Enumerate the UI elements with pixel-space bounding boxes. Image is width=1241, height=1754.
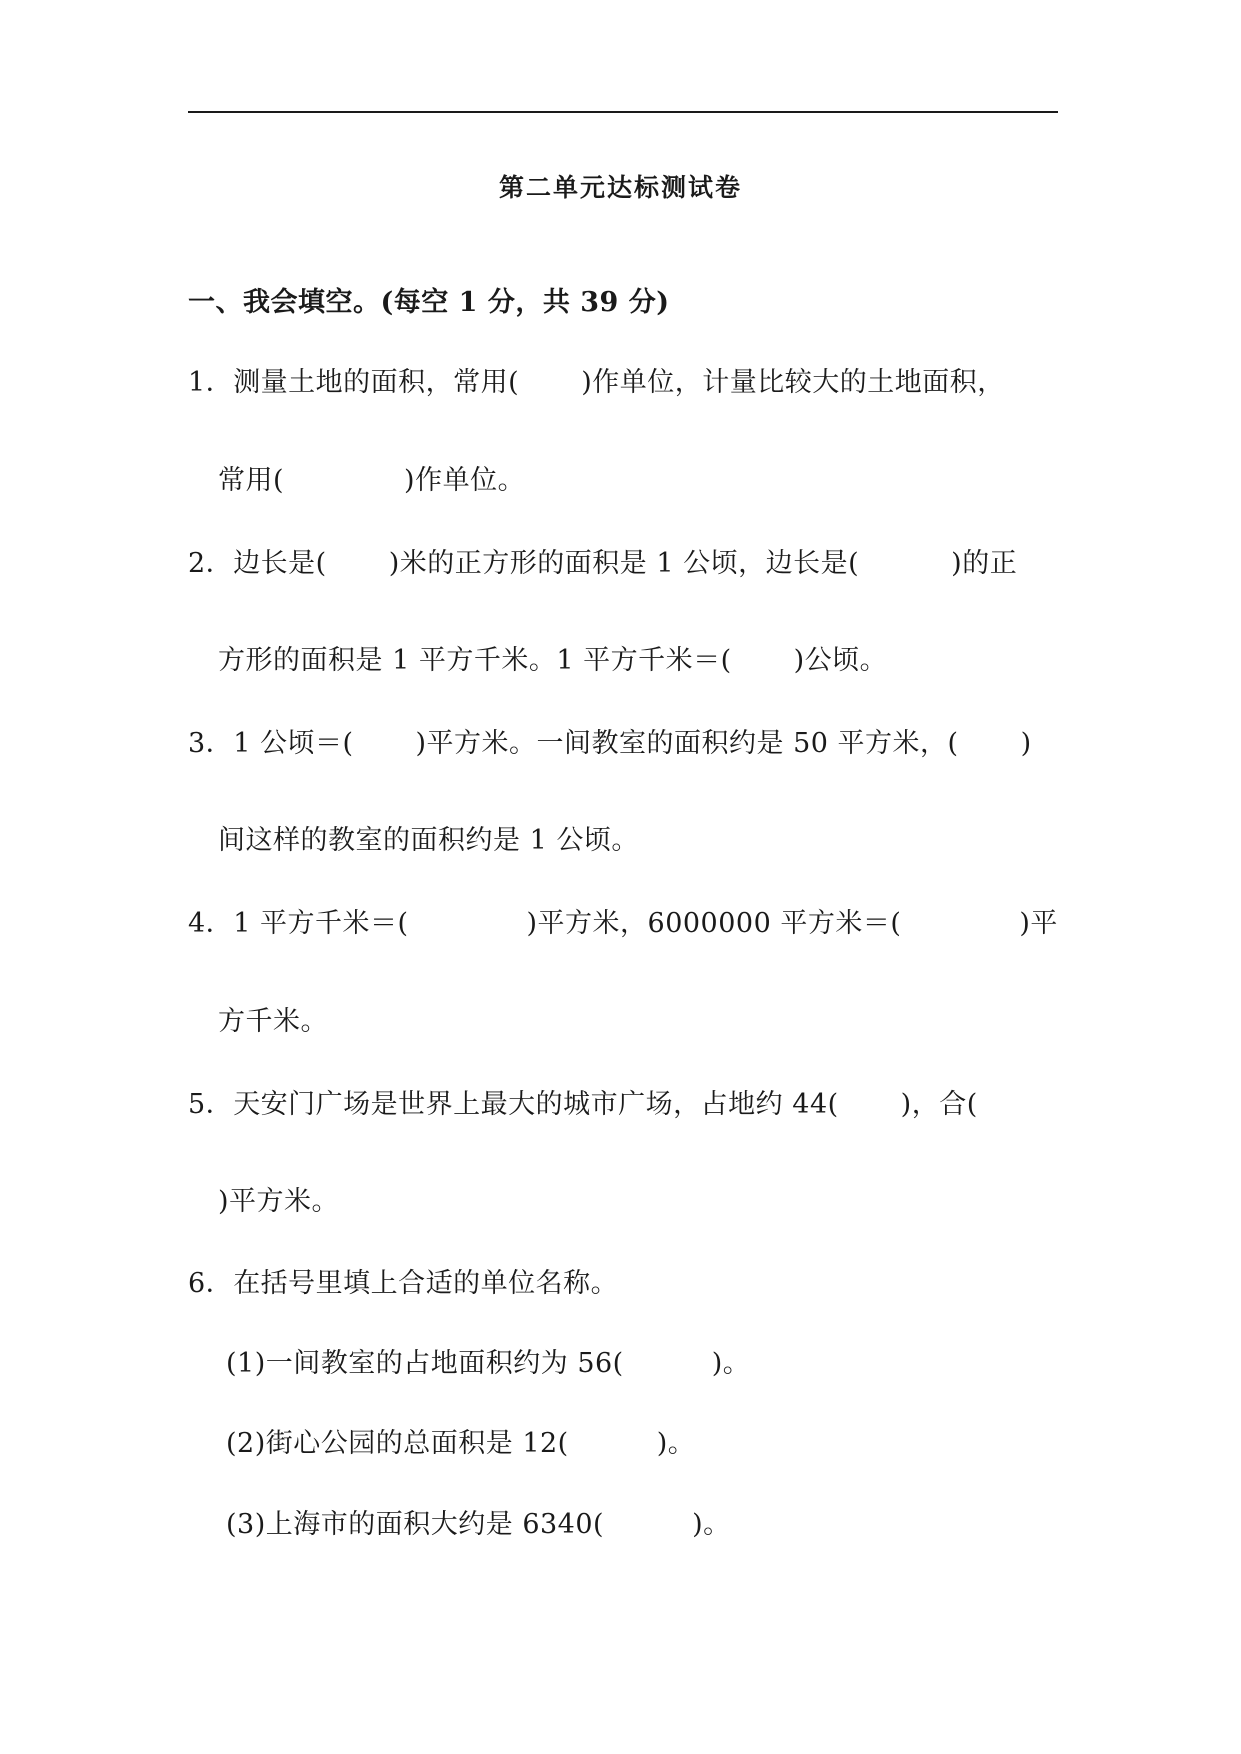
page-title: 第二单元达标测试卷 [498, 173, 742, 202]
section-heading: 一、我会填空。(每空 1 分，共 39 分) [188, 287, 670, 318]
question-number: 4． [188, 908, 234, 939]
question-6-sub-3 [226, 1507, 731, 1543]
question-text: )，合( [900, 1089, 978, 1120]
question-text: 间这样的教室的面积约是 1 公顷。 [218, 825, 639, 856]
question-text: 1 平方千米＝( [233, 908, 409, 939]
question-text: (1)一间教室的占地面积约为 56( [226, 1348, 624, 1379]
question-text: )平方米。 [218, 1186, 340, 1217]
question-text: ) [1020, 728, 1032, 759]
question-number: 5． [188, 1089, 234, 1120]
question-text: 常用( [218, 465, 285, 496]
question-text: )。 [692, 1509, 731, 1540]
question-text: 边长是( [233, 548, 327, 579]
question-text: 方形的面积是 1 平方千米。1 平方千米＝( [218, 645, 732, 676]
question-1-line-2 [218, 463, 525, 499]
question-text: 天安门广场是世界上最大的城市广场，占地约 44( [233, 1089, 839, 1120]
question-number: 3． [188, 728, 234, 759]
question-text: )。 [711, 1348, 751, 1379]
question-3-line-1 [188, 726, 1032, 762]
question-1-line-1 [188, 365, 1005, 401]
question-text: )作单位，计量比较大的土地面积， [581, 367, 1005, 398]
question-text: )。 [656, 1428, 696, 1459]
question-4-line-1 [188, 906, 1058, 942]
question-2-line-2 [218, 643, 887, 679]
question-6-line-1 [188, 1266, 618, 1302]
question-text: 1 公顷＝( [233, 728, 354, 759]
question-text: )平方米。一间教室的面积约是 50 平方米，( [415, 728, 959, 759]
question-number: 6． [188, 1268, 234, 1299]
question-text: )平 [1019, 908, 1058, 939]
question-text: 在括号里填上合适的单位名称。 [233, 1268, 619, 1299]
header-rule [188, 111, 1058, 113]
question-text: (3)上海市的面积大约是 6340( [226, 1509, 605, 1540]
question-3-line-2 [218, 823, 639, 859]
question-text: 测量土地的面积，常用( [233, 367, 520, 398]
question-number: 1． [188, 367, 234, 398]
question-text: )平方米，6000000 平方米＝( [526, 908, 902, 939]
question-text: )作单位。 [404, 465, 526, 496]
question-text: 方千米。 [218, 1006, 328, 1037]
question-4-line-2 [218, 1004, 328, 1040]
question-6-sub-2 [226, 1426, 695, 1462]
question-number: 2． [188, 548, 234, 579]
question-5-line-2 [218, 1184, 339, 1220]
question-text: (2)街心公园的总面积是 12( [226, 1428, 569, 1459]
question-text: )公顷。 [793, 645, 888, 676]
question-5-line-1 [188, 1087, 978, 1123]
question-6-sub-1 [226, 1346, 750, 1382]
question-text: )米的正方形的面积是 1 公顷，边长是( [388, 548, 860, 579]
question-2-line-1 [188, 546, 1017, 582]
question-text: )的正 [951, 548, 1018, 579]
